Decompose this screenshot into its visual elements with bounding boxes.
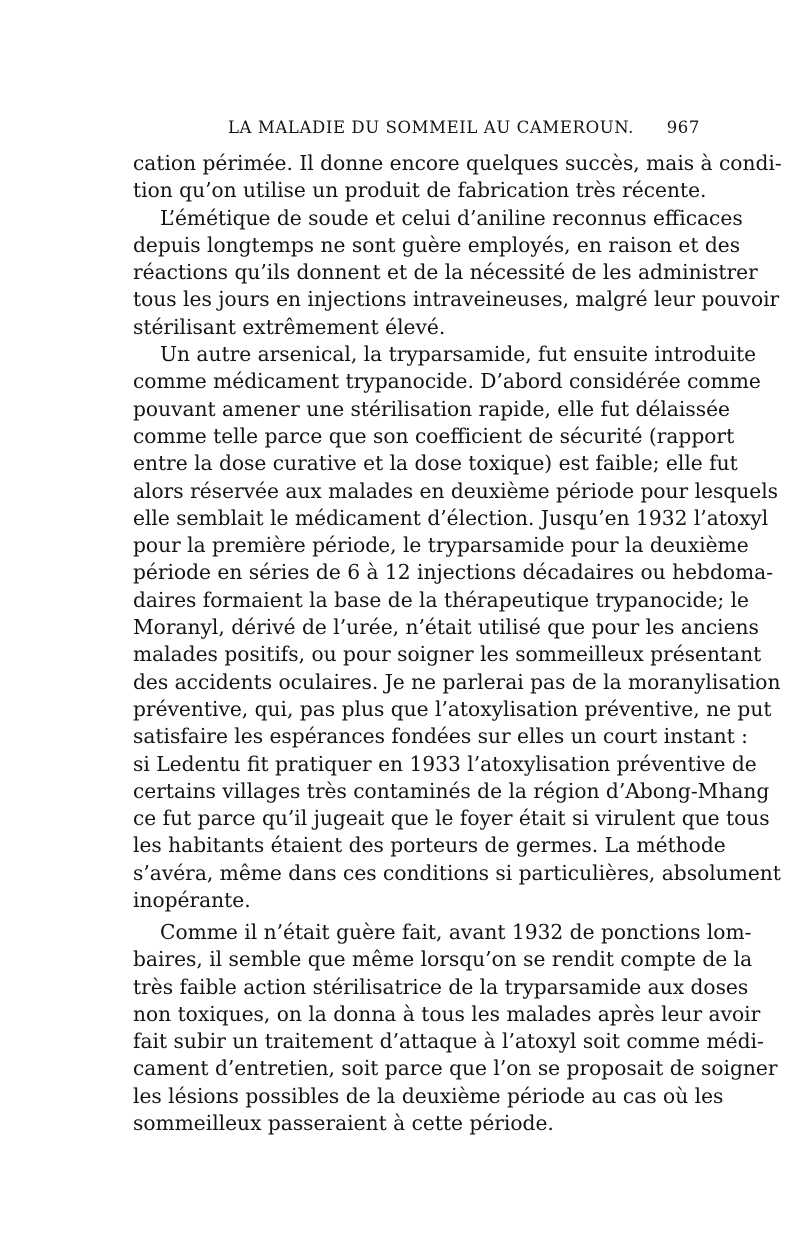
text-line: L’émétique de soude et celui d’aniline reconnus efficaces bbox=[160, 205, 743, 230]
text-line: baires, il semble que même lorsqu’on se rendit compte de la bbox=[133, 947, 753, 972]
text-line: des accidents oculaires. Je ne parlerai pas de la moranylisation bbox=[133, 669, 781, 694]
text-line: inopérante. bbox=[133, 888, 251, 913]
text-line: les lésions possibles de la deuxième période au cas où les bbox=[133, 1083, 724, 1108]
text-line: certains villages très contaminés de la région d’Abong-Mhang bbox=[133, 778, 770, 803]
text-line: ce fut parce qu’il jugeait que le foyer était si virulent que tous bbox=[133, 806, 770, 831]
text-line: satisfaire les espérances fondées sur elles un court instant : bbox=[133, 724, 748, 749]
running-head bbox=[132, 118, 700, 142]
text-line: Un autre arsenical, la tryparsamide, fut ensuite introduite bbox=[160, 342, 757, 367]
text-line: malades positifs, ou pour soigner les sommeilleux présentant bbox=[133, 642, 762, 667]
text-line: daires formaient la base de la thérapeutique trypanocide; le bbox=[133, 587, 749, 612]
body-text-block-1 bbox=[133, 150, 782, 914]
text-line: alors réservée aux malades en deuxième période pour lesquels bbox=[133, 478, 779, 503]
text-line: pouvant amener une stérilisation rapide, elle fut délaissée bbox=[133, 396, 730, 421]
text-line: tion qu’on utilise un produit de fabrication très récente. bbox=[133, 178, 707, 203]
text-line: comme médicament trypanocide. D’abord considérée comme bbox=[133, 369, 761, 394]
text-line: entre la dose curative et la dose toxique) est faible; elle fut bbox=[133, 451, 738, 476]
running-title: LA MALADIE DU SOMMEIL AU CAMEROUN. bbox=[228, 118, 635, 137]
text-line: période en séries de 6 à 12 injections décadaires ou hebdoma- bbox=[133, 560, 774, 585]
text-line: elle semblait le médicament d’élection. Jusqu’en 1932 l’atoxyl bbox=[133, 505, 769, 530]
body-text-block-2 bbox=[133, 919, 778, 1137]
text-line: préventive, qui, pas plus que l’atoxylisation préventive, ne put bbox=[133, 696, 772, 721]
text-line: s’avéra, même dans ces conditions si particulières, absolument bbox=[133, 860, 781, 885]
page-number: 967 bbox=[666, 118, 700, 137]
text-line: les habitants étaient des porteurs de germes. La méthode bbox=[133, 833, 726, 858]
text-line: Moranyl, dérivé de l’urée, n’était utilisé que pour les anciens bbox=[133, 615, 759, 640]
text-line: fait subir un traitement d’attaque à l’atoxyl soit comme médi- bbox=[133, 1029, 764, 1054]
text-line: comme telle parce que son coefficient de sécurité (rapport bbox=[133, 423, 735, 448]
text-line: pour la première période, le tryparsamide pour la deuxième bbox=[133, 533, 749, 558]
text-line: sommeilleux passeraient à cette période. bbox=[133, 1111, 554, 1136]
text-line: stérilisant extrêmement élevé. bbox=[133, 314, 446, 339]
text-line: non toxiques, on la donna à tous les malades après leur avoir bbox=[133, 1001, 761, 1026]
text-line: très faible action stérilisatrice de la tryparsamide aux doses bbox=[133, 974, 749, 999]
text-line: tous les jours en injections intraveineuses, malgré leur pouvoir bbox=[133, 287, 780, 312]
text-line: réactions qu’ils donnent et de la nécessité de les administrer bbox=[133, 260, 758, 285]
text-line: cament d’entretien, soit parce que l’on se proposait de soigner bbox=[133, 1056, 778, 1081]
text-line: si Ledentu fit pratiquer en 1933 l’atoxylisation préventive de bbox=[133, 751, 757, 776]
text-line: depuis longtemps ne sont guère employés, en raison et des bbox=[133, 232, 741, 257]
text-line: cation périmée. Il donne encore quelques succès, mais à condi- bbox=[133, 151, 782, 175]
text-line: Comme il n’était guère fait, avant 1932 de ponctions lom- bbox=[160, 920, 752, 944]
